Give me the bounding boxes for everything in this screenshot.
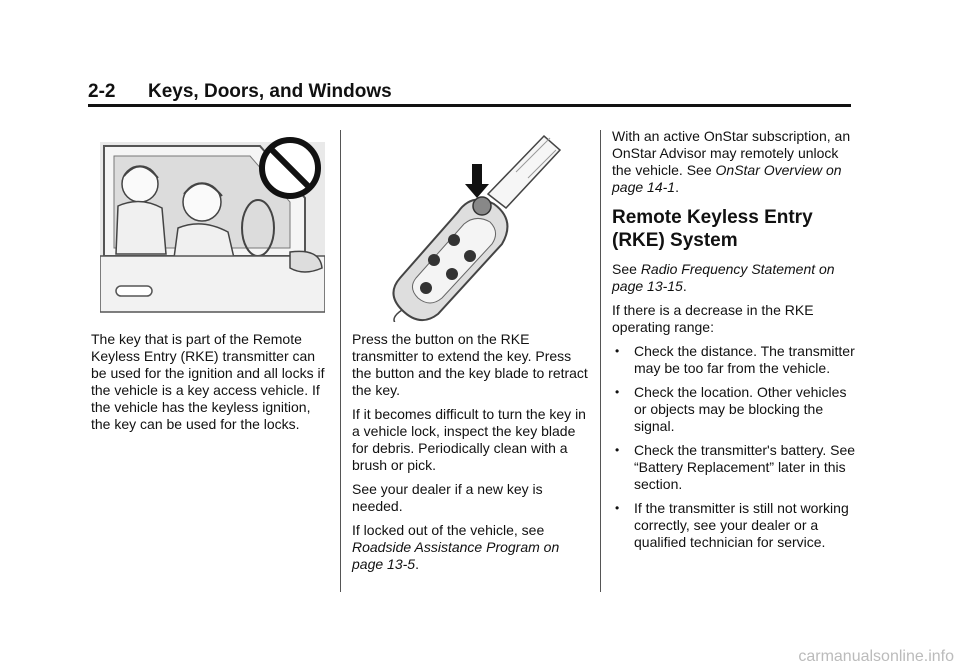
bullet-icon: • xyxy=(615,501,620,515)
header-rule xyxy=(88,104,851,107)
radio-frequency-link[interactable]: Radio Frequency Statement on page 13-15 xyxy=(612,261,835,294)
watermark: carmanualsonline.info xyxy=(798,648,954,665)
radio-frequency-paragraph: See Radio Frequency Statement on page 13-15. xyxy=(612,261,835,294)
bullet-icon: • xyxy=(615,443,620,457)
section-title: Keys, Doors, and Windows xyxy=(148,81,392,102)
rke-key-fob-illustration xyxy=(376,132,566,322)
column-2 xyxy=(352,331,592,580)
column-3 xyxy=(612,128,856,558)
children-in-car-illustration xyxy=(100,136,325,316)
column-divider-2 xyxy=(600,130,601,592)
page-number: 2-2 xyxy=(88,81,116,102)
extend-key-paragraph: Press the button on the RKE transmitter to extend the key. Press the button and the key blade to retract the key. xyxy=(352,331,588,398)
key-debris-paragraph: If it becomes difficult to turn the key in a vehicle lock, inspect the key blade for debris. Periodically clean with a brush or pick. xyxy=(352,406,586,473)
column-1 xyxy=(91,331,331,440)
page-header xyxy=(88,80,850,104)
list-item: • Check the transmitter's battery. See “Battery Replacement” later in this section. xyxy=(615,442,856,492)
column-divider-1 xyxy=(340,130,341,592)
list-item: • Check the location. Other vehicles or objects may be blocking the signal. xyxy=(615,384,847,434)
troubleshooting-list xyxy=(612,343,856,551)
list-item: • If the transmitter is still not working correctly, see your dealer or a qualified technician for service. xyxy=(615,500,849,550)
rke-system-heading: Remote Keyless Entry (RKE) System xyxy=(612,207,813,251)
new-key-paragraph: See your dealer if a new key is needed. xyxy=(352,481,543,514)
bullet-icon: • xyxy=(615,344,620,358)
rke-key-paragraph: The key that is part of the Remote Keyless Entry (RKE) transmitter can be used for the ignition and all locks if the vehicle is a key access vehicle. If the vehicle has the keyless ignition, the key can be used for the locks. xyxy=(91,331,325,432)
locked-out-paragraph: If locked out of the vehicle, see Roadside Assistance Program on page 13-5. xyxy=(352,522,560,572)
list-item: • Check the distance. The transmitter may be too far from the vehicle. xyxy=(615,343,855,376)
decrease-range-paragraph: If there is a decrease in the RKE operating range: xyxy=(612,302,814,335)
roadside-assistance-link[interactable]: Roadside Assistance Program on page 13-5 xyxy=(352,539,560,572)
onstar-overview-link[interactable]: OnStar Overview on page 14-1 xyxy=(612,162,842,195)
bullet-icon: • xyxy=(615,385,620,399)
onstar-paragraph: With an active OnStar subscription, an OnStar Advisor may remotely unlock the vehicle. See OnStar Overview on page 14-1. xyxy=(612,128,851,195)
